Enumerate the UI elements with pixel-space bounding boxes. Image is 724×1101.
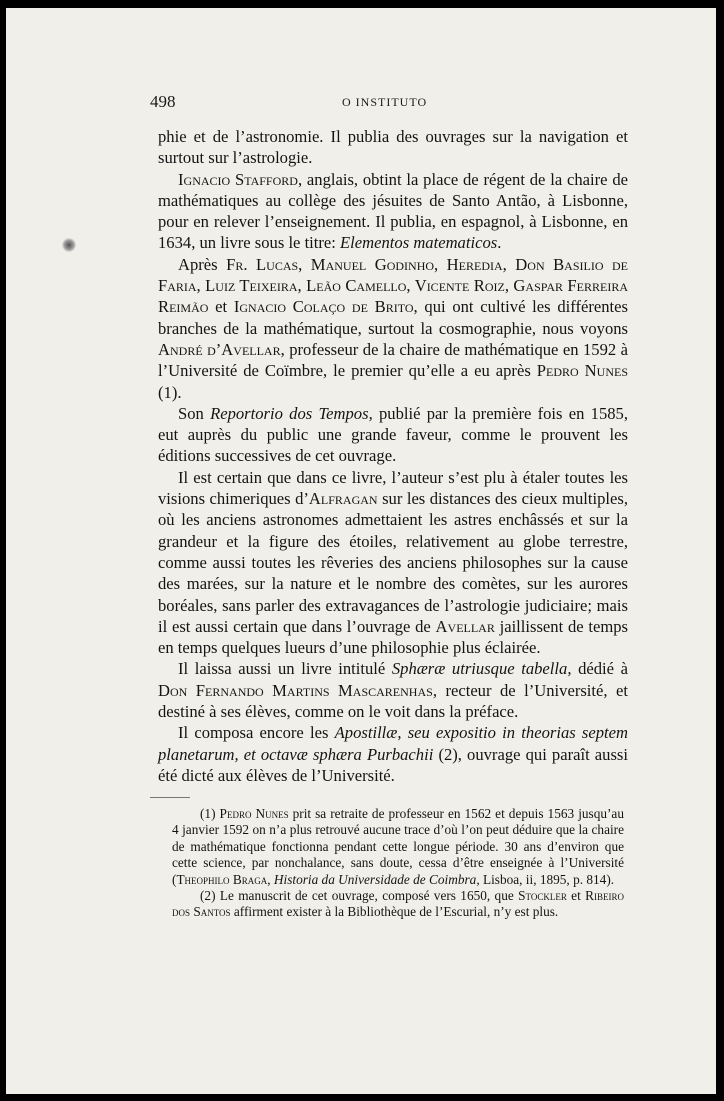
paragraph-3: Après Fr. Lucas, Manuel Godinho, Heredia, Don Basilio de Faria, Luiz Teixeira, Leão Camello, Vicente Roiz, Gaspar Ferreira Reimão et Ignacio Colaço de Brito, qui ont cultivé les différentes branches de la mathématique, surtout la cosmographie, nous voyons André d’Avellar, professeur de la chaire de mathématique en 1592 à l’Université de Coïmbre, le premier qu’elle a eu après Pedro Nunes (1). (158, 254, 629, 402)
person-name: Pedro Nunes (219, 806, 289, 821)
person-name: Ignacio Stafford (178, 169, 298, 189)
paragraph-7: Il composa encore les Apostillæ, seu expositio in theorias septem planetarum, et octavæ sphæra Purbachii (2), ouvrage qui paraît aussi été dicté aux élèves de l’Université. (158, 723, 628, 785)
book-title: Reportorio dos Tempos, (210, 403, 373, 423)
footnotes (172, 806, 624, 921)
paragraph-5: Il est certain que dans ce livre, l’auteur s’est plu à étaler toutes les visions chimeriques d’Alfragan sur les distances des cieux multiples, où les anciens astronomes admettaient les astres enchâssés et sur la grandeur et la figure des étoiles, relativement au globe terrestre, comme aussi toutes les rêveries des anciens philosophes sur la cause des marées, sur la nature et le nombre des comètes, sur les aurores boréales, sans parler des extravagances de l’astrologie judiciaire; mais il est aussi certain que dans l’ouvrage de Avellar jaillissent de temps en temps quelques lueurs d’une philosophie plus éclairée. (158, 467, 628, 658)
person-name: Theophilo Braga (176, 871, 268, 887)
footnote-rule (150, 797, 190, 798)
person-names: Fr. Lucas, Manuel Godinho, Heredia, Don Basilio de Faria, Luiz Teixeira, Leão Camello, Vicente Roiz, Gaspar Ferreira Reimão (158, 254, 629, 317)
person-name: Stockler (518, 888, 567, 904)
book-title: Elementos matematicos (340, 233, 498, 253)
paragraph-6: Il laissa aussi un livre intitulé Sphæræ utriusque tabella, dédié à Don Fernando Martins Mascarenhas, recteur de l’Université, et destiné à ses élèves, comme on le voit dans la préface. (158, 659, 629, 722)
page-number: 498 (150, 92, 176, 111)
person-name: Alfragan (308, 489, 378, 509)
person-name: André d’Avellar (158, 339, 281, 359)
paragraph-2: Ignacio Stafford, anglais, obtint la place de régent de la chaire de mathématiques au collège des jésuites de Santo Antão, à Lisbonne, pour en relever l’enseignement. Il publia, en espagnol, à Lisbonne, en 1634, un livre sous le titre: Elementos matematicos. (158, 169, 628, 253)
person-name: Ignacio Colaço de Brito (233, 297, 414, 317)
footnote-1: (1) Pedro Nunes prit sa retraite de professeur en 1562 et depuis 1563 jusqu’au 4 janvier 1592 on n’a plus retrouvé aucune trace d’où l’on peut déduire que la chaire de mathématique fonctionna pendant cette longue période. 30 ans d’environ que cette science, par nonchalance, sans doute, cessa d’être enseignée à l’Université (Theophilo Braga, Historia da Universidade de Coimbra, Lisboa, ii, 1895, p. 814). (172, 806, 624, 887)
paragraph-4: Son Reportorio dos Tempos, publié par la première fois en 1585, eut auprès du public une grande faveur, comme le prouvent les éditions successives de cet ouvrage. (158, 403, 628, 466)
book-title: Historia da Universidade de Coimbra (273, 871, 477, 887)
ink-stain (62, 238, 76, 252)
paragraph-1: phie et de l’astronomie. Il publia des ouvrages sur la navigation et surtout sur l’astrologie. (158, 127, 628, 168)
body-text (158, 126, 628, 786)
book-title: Apostillæ, seu expositio in theorias septem planetarum, et octavæ sphæra Purbachii (158, 723, 628, 764)
running-title: O INSTITUTO (342, 95, 428, 109)
book-title: Sphæræ utriusque tabella, (391, 659, 572, 679)
person-name: Avellar (435, 616, 495, 636)
page-header (150, 92, 628, 114)
person-name: Ribeiro dos Santos (172, 888, 624, 920)
footnote-2: (2) Le manuscrit de cet ouvrage, composé vers 1650, que Stockler et Ribeiro dos Santos affirment exister à la Bibliothèque de l’Escurial, n’y est plus. (172, 888, 624, 920)
person-name: Pedro Nunes (536, 361, 628, 381)
person-name: Don Fernando Martins Mascarenhas (158, 680, 433, 700)
